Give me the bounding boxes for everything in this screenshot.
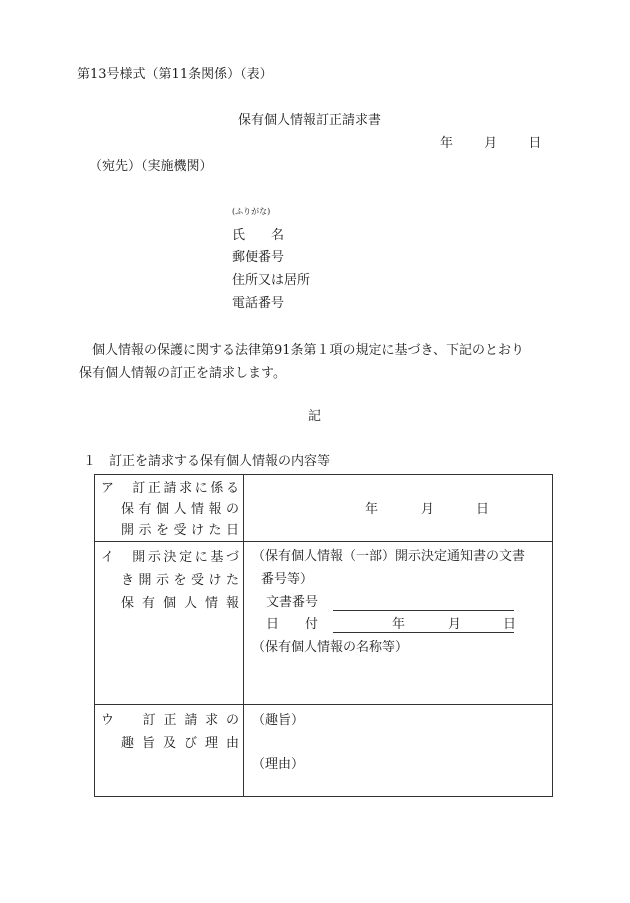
row-a-label-line-2: 保有個人情報の	[121, 502, 239, 517]
row-a-date	[244, 475, 552, 538]
table-row-disclosure-date	[95, 475, 553, 542]
ki-heading: 記	[308, 409, 322, 424]
row-a-label-line-1: ア 訂正請求に係る	[101, 481, 239, 496]
addressee: （宛先）（実施機関）	[89, 159, 213, 174]
row-i-label-line-3: 保有個人情報	[121, 596, 239, 611]
notice-line-1: （保有個人情報（一部）開示決定通知書の文書	[252, 549, 526, 564]
row-u-label-line-1: ウ 訂正請求の	[101, 713, 239, 728]
postal-code-label: 郵便番号	[232, 250, 285, 265]
row-i-label-line-2: き開示を受けた	[121, 573, 239, 588]
doc-number-field[interactable]	[333, 596, 514, 611]
notice-date-field[interactable]	[333, 617, 517, 633]
row-a-year-label: 年	[365, 502, 379, 517]
row-u-label	[95, 705, 243, 755]
row-u-label-line-2: 趣旨及び理由	[121, 736, 239, 751]
notice-date-label: 日 付	[266, 617, 319, 632]
body-text-line-2: 保有個人情報の訂正を請求します。	[79, 366, 286, 381]
row-a-month-label: 月	[421, 502, 435, 517]
date-day-label: 日	[528, 136, 542, 151]
notice-year-label: 年	[392, 617, 406, 632]
table-row-purpose-reason	[95, 705, 553, 797]
row-a-day-label: 日	[476, 502, 490, 517]
name-label: 氏 名	[232, 228, 285, 243]
row-i-label	[95, 542, 243, 615]
purpose-label: （趣旨）	[252, 713, 305, 728]
date-year-label: 年	[440, 136, 454, 151]
date-month-label: 月	[484, 136, 498, 151]
phone-label: 電話番号	[232, 296, 285, 311]
row-a-label	[95, 475, 243, 541]
form-number: 第13号様式（第11条関係）（表）	[77, 67, 273, 82]
table-row-disclosed-info	[95, 542, 553, 705]
request-date	[440, 137, 541, 150]
body-text-line-1: 個人情報の保護に関する法律第91条第１項の規定に基づき、下記のとおり	[92, 343, 525, 358]
doc-number-label: 文書番号	[266, 595, 319, 610]
reason-label: （理由）	[252, 757, 305, 772]
request-details-table	[94, 474, 553, 797]
row-i-content	[244, 542, 552, 703]
section-1-heading: １ 訂正を請求する保有個人情報の内容等	[83, 454, 331, 469]
notice-day-label: 日	[503, 617, 517, 632]
page-title: 保有個人情報訂正請求書	[238, 113, 382, 128]
info-name-label: （保有個人情報の名称等）	[252, 640, 409, 655]
row-i-label-line-1: イ 開示決定に基づ	[101, 550, 239, 565]
address-label: 住所又は居所	[232, 273, 311, 288]
row-a-label-line-3: 開示を受けた日	[121, 523, 239, 538]
notice-month-label: 月	[448, 617, 462, 632]
furigana-label: (ふりがな)	[232, 207, 271, 216]
row-u-content	[244, 705, 552, 795]
notice-line-2: 番号等）	[261, 572, 314, 587]
